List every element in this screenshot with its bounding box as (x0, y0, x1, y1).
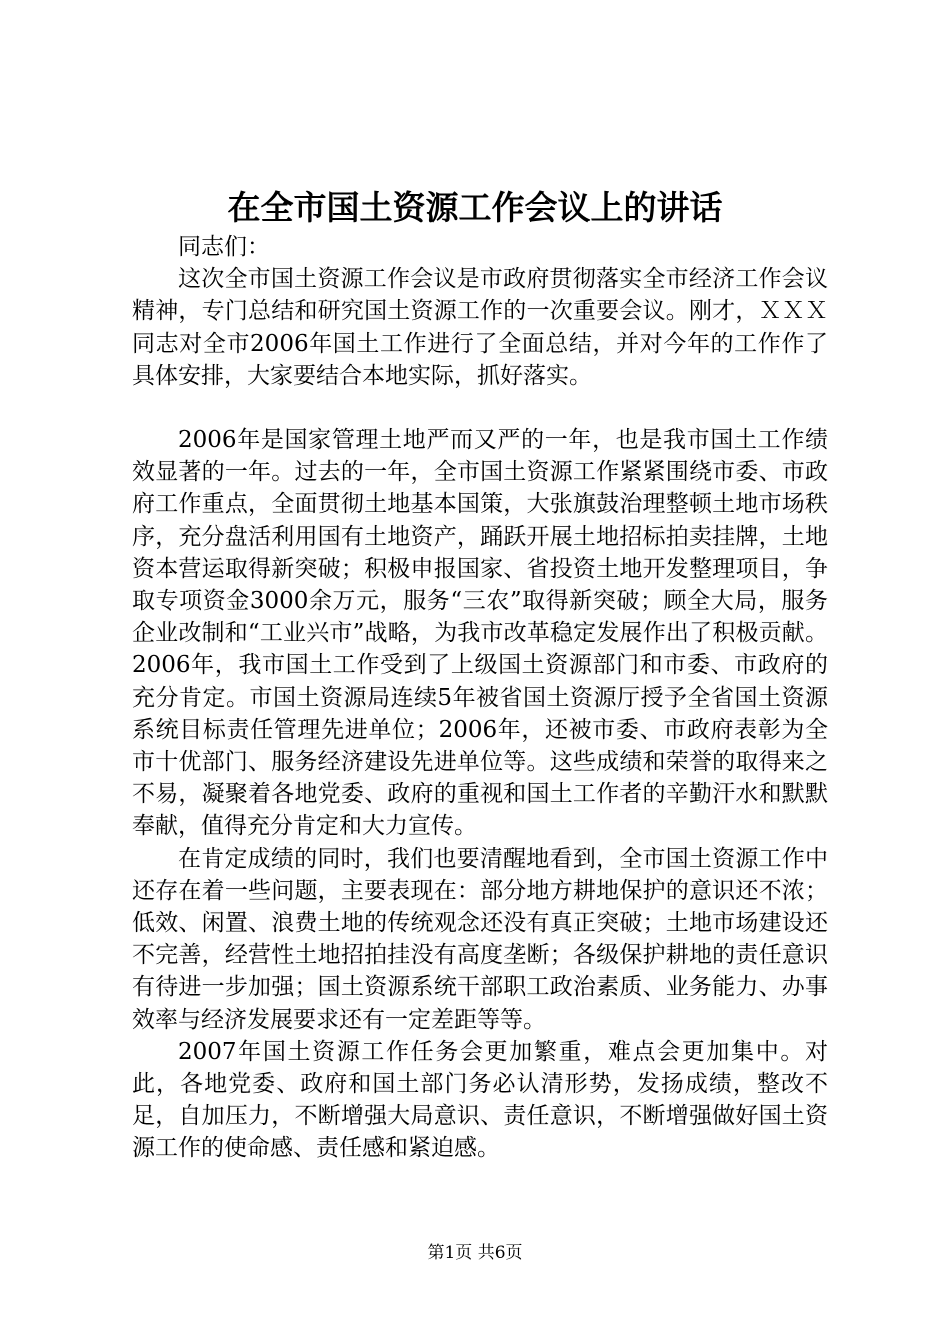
page-footer: 第1页 共6页 (427, 1243, 523, 1263)
paragraph-4: 2007年国土资源工作任务会更加繁重，难点会更加集中。对此，各地党委、政府和国土部门务必认清形势，发扬成绩，整改不足，自加压力，不断增强大局意识、责任意识，不断增强做好国土资源工作的使命感、责任感和紧迫感。 (132, 1038, 828, 1162)
paragraph-2: 2006年是国家管理土地严而又严的一年，也是我市国土工作绩效显著的一年。过去的一年，全市国土资源工作紧紧围绕市委、市政府工作重点，全面贯彻土地基本国策，大张旗鼓治理整顿土地市场秩序，充分盘活利用国有土地资产，踊跃开展土地招标拍卖挂牌，土地资本营运取得新突破；积极申报国家、省投资土地开发整理项目，争取专项资金3000余万元，服务“三农”取得新突破；顾全大局，服务企业改制和“工业兴市”战略，为我市改革稳定发展作出了积极贡献。2006年，我市国土工作受到了上级国土资源部门和市委、市政府的充分肯定。市国土资源局连续5年被省国土资源厅授予全省国土资源系统目标责任管理先进单位；2006年，还被市委、市政府表彰为全市十优部门、服务经济建设先进单位等。这些成绩和荣誉的取得来之不易，凝聚着各地党委、政府的重视和国土工作者的辛勤汗水和默默奉献，值得充分肯定和大力宣传。 (132, 427, 828, 840)
document-body (132, 231, 828, 1165)
paragraph-3: 在肯定成绩的同时，我们也要清醒地看到，全市国土资源工作中还存在着一些问题，主要表现在：部分地方耕地保护的意识还不浓；低效、闲置、浪费土地的传统观念还没有真正突破；土地市场建设还不完善，经营性土地招拍挂没有高度垄断；各级保护耕地的责任意识有待进一步加强；国土资源系统干部职工政治素质、业务能力、办事效率与经济发展要求还有一定差距等等。 (132, 845, 828, 1033)
salutation: 同志们： (178, 234, 270, 260)
paragraph-1: 这次全市国土资源工作会议是市政府贯彻落实全市经济工作会议精神，专门总结和研究国土资源工作的一次重要会议。刚才，ＸＸＸ同志对全市2006年国土工作进行了全面总结，并对今年的工作作了具体安排，大家要结合本地实际，抓好落实。 (132, 266, 828, 389)
document-title: 在全市国土资源工作会议上的讲话 (227, 188, 723, 227)
